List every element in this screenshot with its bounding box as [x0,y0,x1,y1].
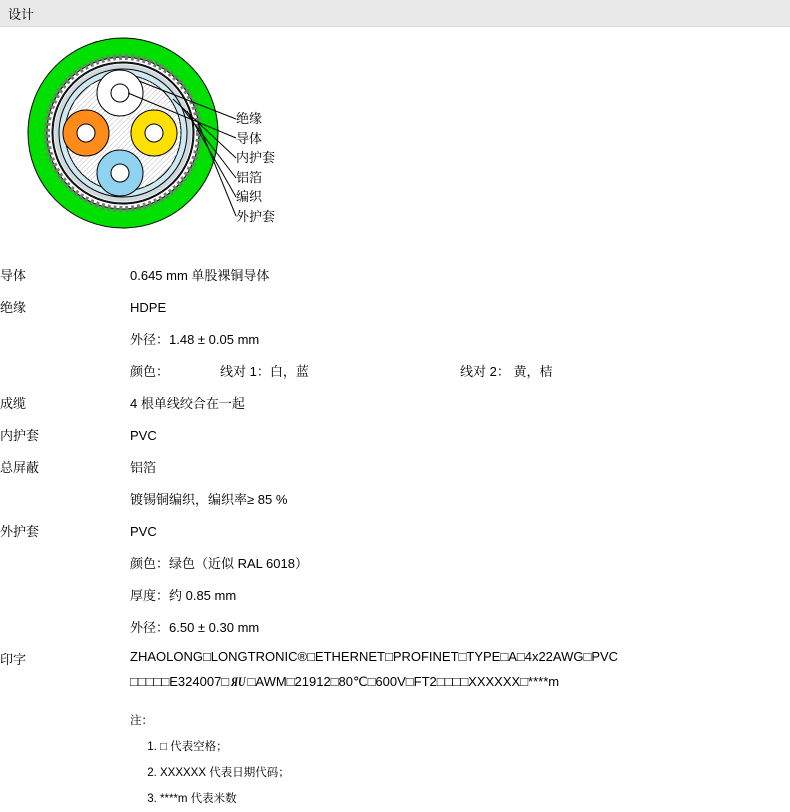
conductor-orange-core [77,124,95,142]
print-text-block [130,644,618,694]
spec-value-shield-foil: 铝箔 [130,460,157,475]
specification-table [0,260,618,812]
spec-label-outer-jacket: 外护套 [0,524,40,539]
notes-title: 注： [130,715,153,727]
spec-label-blank-4 [0,548,130,580]
spec-value-conductor: 0.645 mm 单股裸铜导体 [130,268,270,283]
spec-value-outer-jacket-od: 外径：6.50 ± 0.30 mm [130,620,260,635]
color-pair-2: 线对 2： 黄，桔 [460,364,553,379]
spec-label-insulation: 绝缘 [0,300,27,315]
conductor-yellow-core [145,124,163,142]
spec-value-shield-braid: 镀锡铜编织，编织率≥ 85 % [130,492,288,507]
spec-value-insulation-colors [130,356,618,388]
conductor-white-core [111,84,129,102]
insulation-color-row [130,356,618,388]
list-item: 1. □ 代表空格； [160,734,618,760]
ul-recognized-icon: ЯU [231,674,246,689]
color-pair-1: 线对 1：白，蓝 [220,364,309,379]
callout-braid: 编织 [236,189,263,204]
color-prefix: 颜色： [130,364,170,379]
list-item: 3. ****m 代表米数 [160,786,618,812]
spec-value-outer-jacket-material: PVC [130,524,157,539]
spec-label-blank-5 [0,580,130,612]
print-line-2-part-b: □AWM□21912□80℃□600V□FT2□□□□XXXXXX□****m [247,674,560,689]
table-row [0,644,618,812]
spec-value-stranding: 4 根单线绞合在一起 [130,396,245,411]
table-row [0,292,618,324]
conductor-blue-core [111,164,129,182]
callout-insulation: 绝缘 [236,111,263,126]
callout-conductor: 导体 [236,130,263,146]
table-row [0,580,618,612]
callout-inner-jacket: 内护套 [236,150,276,165]
print-line-1: ZHAOLONG□LONGTRONIC®□ETHERNET□PROFINET□TYPE□A□4x22AWG□PVC [130,649,619,664]
printing-notes [130,708,618,812]
table-row [0,548,618,580]
spec-label-inner-jacket: 内护套 [0,428,40,443]
page-header [0,0,790,27]
print-line-2 [130,669,618,694]
cable-diagram-svg [8,33,328,238]
spec-label-blank-3 [0,484,130,516]
table-row [0,612,618,644]
table-row [0,420,618,452]
spec-label-blank-6 [0,612,130,644]
spec-label-conductor: 导体 [0,268,27,283]
cable-cross-section-diagram [0,33,790,238]
spec-label-stranding: 成缆 [0,396,27,411]
spec-value-insulation-od: 外径：1.48 ± 0.05 mm [130,332,260,347]
print-line-2-part-a: □□□□□E324007□ [130,674,230,689]
callout-outer-jacket: 外护套 [236,208,276,224]
spec-value-insulation-material: HDPE [130,300,167,315]
table-row [0,356,618,388]
spec-label-printing: 印字 [0,652,27,667]
spec-value-outer-jacket-color: 颜色：绿色（近似 RAL 6018） [130,556,308,571]
spec-value-inner-jacket: PVC [130,428,157,443]
table-row [0,260,618,292]
spec-label-shield: 总屏蔽 [0,460,40,475]
spec-value-outer-jacket-thickness: 厚度：约 0.85 mm [130,588,237,603]
diagram-callout-list [236,109,275,226]
table-row [0,484,618,516]
table-row [0,452,618,484]
table-row [0,324,618,356]
spec-label-blank-1 [0,324,130,356]
spec-label-blank-2 [0,356,130,388]
table-row [0,516,618,548]
callout-foil: 铝箔 [236,169,263,185]
page-title: 设计 [8,6,35,22]
spec-value-printing [130,644,618,812]
notes-list [130,734,618,812]
table-row [0,388,618,420]
list-item: 2. XXXXXX 代表日期代码； [160,760,618,786]
